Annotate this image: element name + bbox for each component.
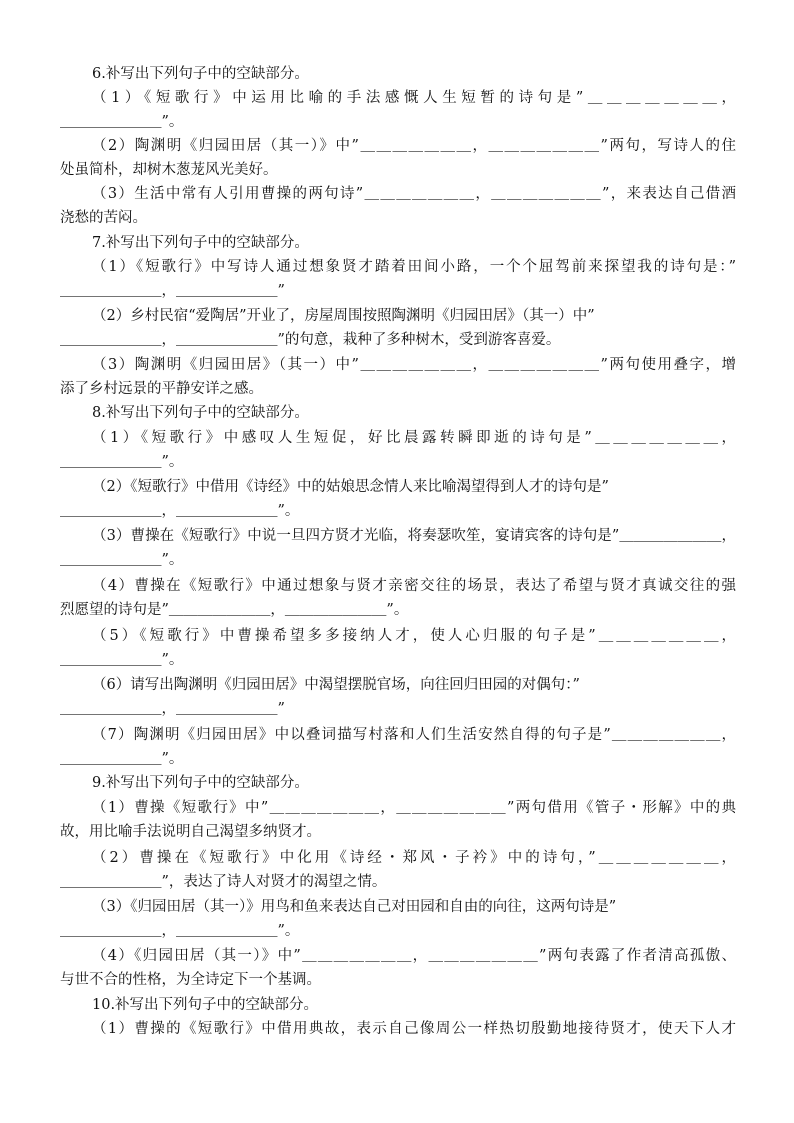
question-heading-8: 8.补写出下列句子中的空缺部分。 xyxy=(92,405,309,421)
question-line: （2）陶渊明《归园田居（其一）》中”＿＿＿＿＿＿＿，＿＿＿＿＿＿＿”两句，写诗人的住 xyxy=(92,138,736,154)
question-line: （6）请写出陶渊明《归园田居》中渴望摆脱官场，向往回归田园的对偶句：” xyxy=(92,677,580,693)
answer-line: ＿＿＿＿＿＿＿，＿＿＿＿＿＿＿” xyxy=(60,283,285,299)
question-heading-10: 10.补写出下列句子中的空缺部分。 xyxy=(92,997,319,1013)
question-line: 浇愁的苦闷。 xyxy=(60,210,147,226)
question-line: ＿＿＿＿＿＿＿，＿＿＿＿＿＿＿”的句意，栽种了多种树木，受到游客喜爱。 xyxy=(60,332,561,348)
question-line: （4）曹操在《短歌行》中通过想象与贤才亲密交往的场景，表达了希望与贤才真诚交往的强 xyxy=(92,578,736,594)
question-line: （1）曹操《短歌行》中”＿＿＿＿＿＿＿，＿＿＿＿＿＿＿”两句借用《管子・形解》中的典 xyxy=(92,800,736,816)
question-line: （1）曹操的《短歌行》中借用典故，表示自己像周公一样热切殷勤地接待贤才，使天下人才 xyxy=(92,1021,736,1037)
question-line: （1）《短歌行》中运用比喻的手法感慨人生短暂的诗句是”＿＿＿＿＿＿＿， xyxy=(92,90,736,106)
question-line: 处虽简朴，却树木葱茏风光美好。 xyxy=(60,162,278,178)
answer-line: ＿＿＿＿＿＿＿，＿＿＿＿＿＿＿”。 xyxy=(60,923,300,939)
question-line: 与世不合的性格，为全诗定下一个基调。 xyxy=(60,972,321,988)
question-line: （1）《短歌行》中写诗人通过想象贤才踏着田间小路，一个个屈驾前来探望我的诗句是：” xyxy=(92,259,736,275)
answer-line: ＿＿＿＿＿＿＿”。 xyxy=(60,652,184,668)
question-line: （5）《短歌行》中曹操希望多多接纳人才，使人心归服的句子是”＿＿＿＿＿＿＿， xyxy=(92,628,736,644)
answer-line: ＿＿＿＿＿＿＿”。 xyxy=(60,552,184,568)
question-line: 故，用比喻手法说明自己渴望多纳贤才。 xyxy=(60,824,321,840)
question-heading-6: 6.补写出下列句子中的空缺部分。 xyxy=(92,66,309,82)
question-line: （4）《归园田居（其一）》中”＿＿＿＿＿＿＿，＿＿＿＿＿＿＿”两句表露了作者清高孤傲、 xyxy=(92,948,736,964)
question-line: （7）陶渊明《归园田居》中以叠词描写村落和人们生活安然自得的句子是”＿＿＿＿＿＿＿， xyxy=(92,727,736,743)
question-line: （1）《短歌行》中感叹人生短促，好比晨露转瞬即逝的诗句是”＿＿＿＿＿＿＿， xyxy=(92,430,736,446)
question-line: （2）曹操在《短歌行》中化用《诗经・郑风・子衿》中的诗句，”＿＿＿＿＿＿＿， xyxy=(92,850,736,866)
question-line: （3）《归园田居（其一）》用鸟和鱼来表达自己对田园和自由的向往，这两句诗是” xyxy=(92,899,617,915)
answer-line: ＿＿＿＿＿＿＿”。 xyxy=(60,114,184,130)
question-line: （3）生活中常有人引用曹操的两句诗”＿＿＿＿＿＿＿，＿＿＿＿＿＿＿”，来表达自己借酒 xyxy=(92,186,736,202)
question-line: （3）陶渊明《归园田居》（其一）中”＿＿＿＿＿＿＿，＿＿＿＿＿＿＿”两句使用叠字，增 xyxy=(92,357,736,373)
question-line: 添了乡村远景的平静安详之感。 xyxy=(60,381,263,397)
question-heading-7: 7.补写出下列句子中的空缺部分。 xyxy=(92,235,309,251)
question-heading-9: 9.补写出下列句子中的空缺部分。 xyxy=(92,775,309,791)
question-line: （2）《短歌行》中借用《诗经》中的姑娘思念情人来比喻渴望得到人才的诗句是” xyxy=(92,479,609,495)
answer-line: ＿＿＿＿＿＿＿”。 xyxy=(60,751,184,767)
answer-line: ＿＿＿＿＿＿＿”。 xyxy=(60,454,184,470)
question-line: （2）乡村民宿“爱陶居”开业了，房屋周围按照陶渊明《归园田居》（其一）中” xyxy=(92,308,595,324)
question-line: ＿＿＿＿＿＿＿”，表达了诗人对贤才的渴望之情。 xyxy=(60,874,387,890)
question-line: 烈愿望的诗句是”＿＿＿＿＿＿＿，＿＿＿＿＿＿＿”。 xyxy=(60,602,409,618)
answer-line: ＿＿＿＿＿＿＿，＿＿＿＿＿＿＿”。 xyxy=(60,503,300,519)
question-line: （3）曹操在《短歌行》中说一旦四方贤才光临，将奏瑟吹笙，宴请宾客的诗句是”＿＿＿＿＿＿＿， xyxy=(92,528,736,544)
answer-line: ＿＿＿＿＿＿＿，＿＿＿＿＿＿＿” xyxy=(60,701,285,717)
